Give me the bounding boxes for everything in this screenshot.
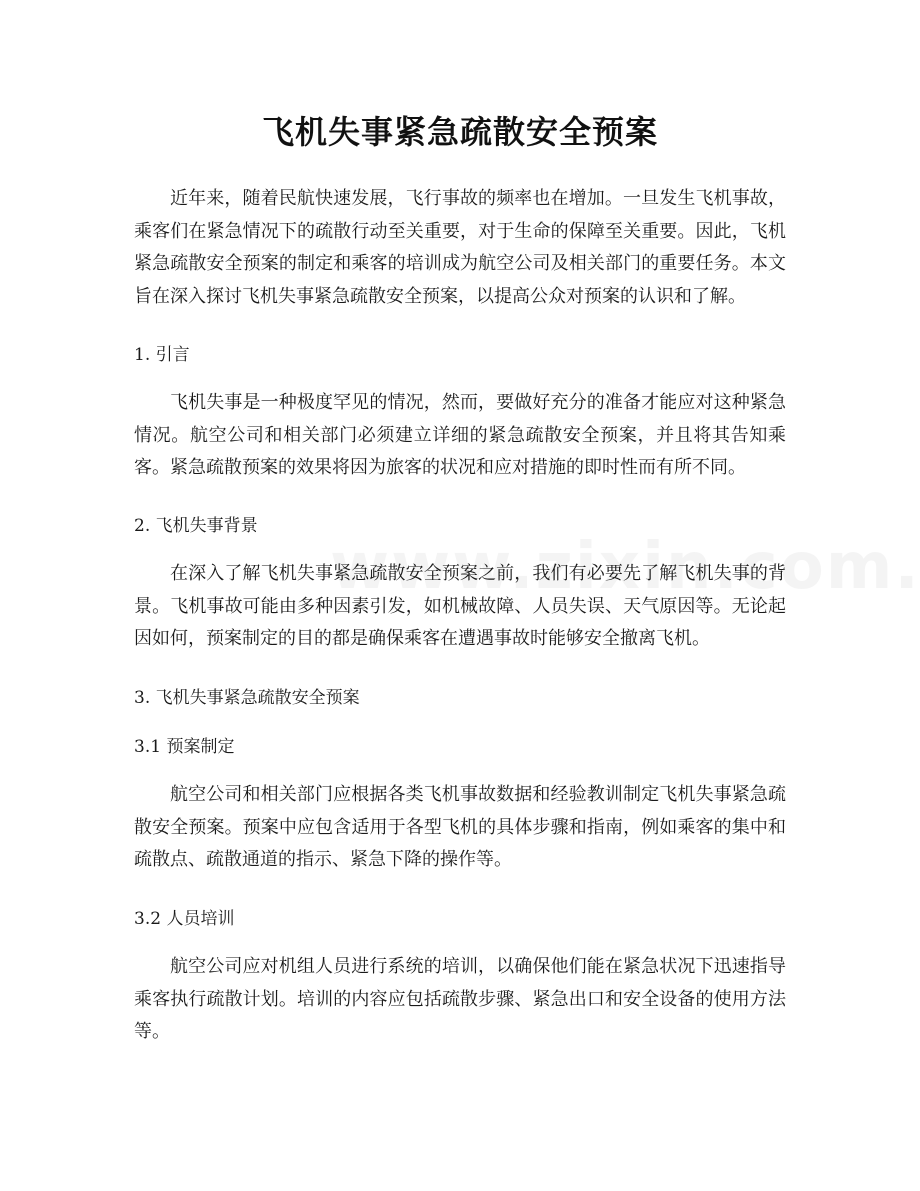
intro-paragraph: 近年来，随着民航快速发展，飞行事故的频率也在增加。一旦发生飞机事故，乘客们在紧急情况下的疏散行动至关重要，对于生命的保障至关重要。因此，飞机紧急疏散安全预案的制定和乘客的培训成为航空公司及相关部门的重要任务。本文旨在深入探讨飞机失事紧急疏散安全预案，以提高公众对预案的认识和了解。	[134, 188, 786, 307]
section-heading-3: 3. 飞机失事紧急疏散安全预案	[134, 688, 360, 708]
subsection-heading-3-2: 3.2 人员培训	[134, 909, 235, 929]
subsection-paragraph-3-1: 航空公司和相关部门应根据各类飞机事故数据和经验教训制定飞机失事紧急疏散安全预案。预案中应包含适用于各型飞机的具体步骤和指南，例如乘客的集中和疏散点、疏散通道的指示、紧急下降的操作等。	[134, 784, 786, 870]
section-paragraph-1: 飞机失事是一种极度罕见的情况，然而，要做好充分的准备才能应对这种紧急情况。航空公司和相关部门必须建立详细的紧急疏散安全预案，并且将其告知乘客。紧急疏散预案的效果将因为旅客的状况和应对措施的即时性而有所不同。	[134, 392, 786, 478]
subsection-heading-3-1: 3.1 预案制定	[134, 737, 235, 757]
subsection-paragraph-3-2: 航空公司应对机组人员进行系统的培训，以确保他们能在紧急状况下迅速指导乘客执行疏散计划。培训的内容应包括疏散步骤、紧急出口和安全设备的使用方法等。	[134, 956, 786, 1042]
document-title: 飞机失事紧急疏散安全预案	[261, 113, 658, 151]
section-paragraph-2: 在深入了解飞机失事紧急疏散安全预案之前，我们有必要先了解飞机失事的背景。飞机事故可能由多种因素引发，如机械故障、人员失误、天气原因等。无论起因如何，预案制定的目的都是确保乘客在遭遇事故时能够安全撤离飞机。	[134, 563, 786, 649]
section-heading-1: 1. 引言	[134, 345, 190, 365]
section-heading-2: 2. 飞机失事背景	[134, 516, 258, 536]
